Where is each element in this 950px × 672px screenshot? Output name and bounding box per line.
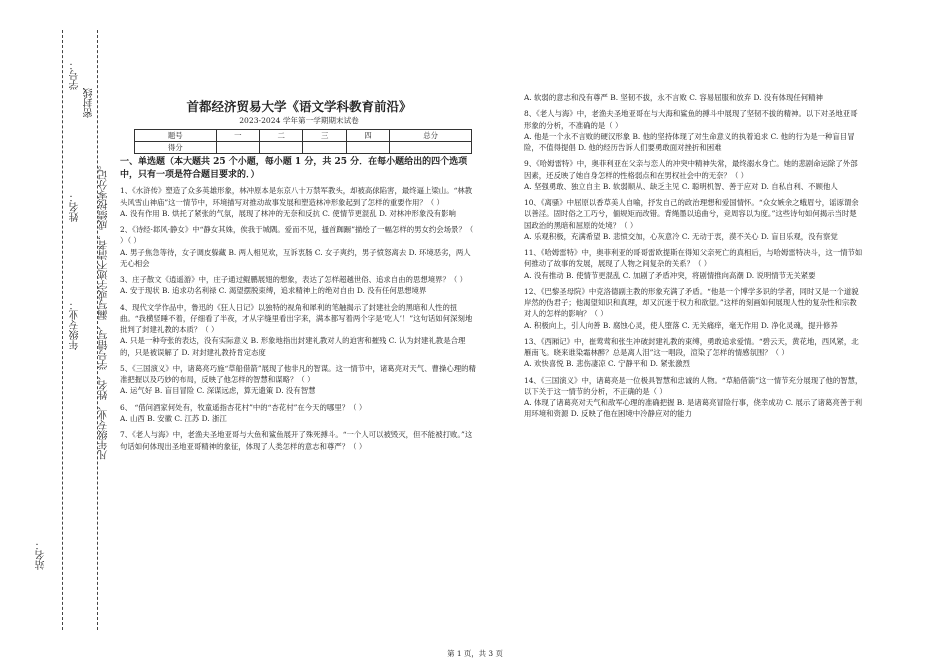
score-label-cell: 得分 xyxy=(135,142,217,154)
question-stem: 4、现代文学作品中，鲁迅的《狂人日记》以独特的视角和犀利的笔触揭示了封建社会的黑暗和人性的扭曲。“我横竖睡不着，仔细看了半夜，才从字缝里看出字来，满本都写着两个字是‘吃人’！”这句话如何深刻地批判了封建礼教的本质？（ ） xyxy=(120,302,473,335)
question-9 xyxy=(524,158,864,192)
question-stem: 11、《哈姆雷特》中，奥菲利亚的哥哥雷欧提斯在得知父亲死亡的真相后，与哈姆雷特决斗，这一情节如何推动了故事的发展，展现了人物之间复杂的关系？（ ） xyxy=(524,248,863,269)
question-6 xyxy=(120,402,478,424)
question-3 xyxy=(120,274,478,296)
question-stem: 12、《巴黎圣母院》中克洛德副主教的形象充满了矛盾。“他是一个博学多识的学者，同时又是一个道貌岸然的伪君子；他渴望知识和真理，却又沉迷于权力和欲望。”这样的刻画如何展现人性的复杂性和宗教对人的怎样的影响？（ ） xyxy=(524,286,859,319)
question-stem: 14、《三国演义》中，诸葛亮是一位极具智慧和忠诚的人物。“草船借箭”这一情节充分展现了他的智慧，以下关于这一情节的分析，不正确的是（ ） xyxy=(524,375,863,396)
question-2 xyxy=(120,224,478,269)
left-column xyxy=(120,92,478,457)
seal-dashed-line-inner xyxy=(97,30,98,630)
score-header-cell: 三 xyxy=(303,130,346,142)
score-input-cell[interactable] xyxy=(303,142,346,154)
question-options: A. 只是一种夸张的表达，没有实际意义 B. 形象地指出封建礼教对人的迫害和摧残 C. 认为封建礼教是合理的，只是被误解了 D. 对封建礼教持肯定态度 xyxy=(120,336,466,357)
student-id-label: 学号： xyxy=(70,60,81,90)
question-4 xyxy=(120,302,478,358)
score-table xyxy=(134,129,472,154)
question-options: A. 没有推动 B. 使情节更混乱 C. 加剧了矛盾冲突，将剧情推向高潮 D. 说明情节无关紧要 xyxy=(524,270,816,280)
question-stem: 5、《三国演义》中，诸葛亮巧施“草船借箭”展现了他非凡的智谋。这一情节中，诸葛亮对天气、曹操心理的精准把握以及巧妙的布局，反映了他怎样的智慧和谋略？（ ） xyxy=(120,364,476,385)
question-options: A. 欢快喜悦 B. 悲伤凄凉 C. 宁静平和 D. 紧张激烈 xyxy=(524,359,690,369)
question-options: A. 没有作用 B. 烘托了紧张的气氛，展现了林冲的无奈和反抗 C. 使情节更混乱 D. 对林冲形象没有影响 xyxy=(120,208,456,218)
seal-dashed-line-outer xyxy=(62,30,63,630)
score-header-cell: 题号 xyxy=(135,130,217,142)
section-heading: 一、单选题（本大题共 25 个小题，每小题 1 分，共 25 分．在每小题给出的四个选项中，只有一项是符合题目要求的．） xyxy=(120,157,468,181)
seal-line-label: 密封线 xyxy=(84,88,95,118)
school-label: 站名： xyxy=(36,540,47,570)
question-1 xyxy=(120,185,478,219)
question-14 xyxy=(524,375,864,420)
question-stem: 1、《水浒传》塑造了众多英雄形象，林冲原本是东京八十万禁军教头，却被高俅陷害，最终逼上梁山。“林教头风雪山神庙”这一情节中，环境描写对推动故事发展和塑造林冲形象起到了怎样的重要作用？（ ） xyxy=(120,186,473,207)
score-header-cell: 一 xyxy=(216,130,259,142)
question-13 xyxy=(524,336,864,370)
name-label: 姓名： xyxy=(70,192,81,222)
exam-title: 首都经济贸易大学《语文学科教育前沿》 xyxy=(186,99,412,114)
question-stem: 13、《西厢记》中，崔莺莺和张生冲破封建礼教的束缚，勇敢追求爱情。“碧云天，黄花地，西风紧，北雁南飞。晓来谁染霜林醉？总是离人泪”这一唱段，渲染了怎样的情感氛围？（ ） xyxy=(524,336,859,358)
question-stem: 8、《老人与海》中，老渔夫圣地亚哥在与大海和鲨鱼的搏斗中展现了坚韧不拔的精神。以下对圣地亚哥形象的分析，不准确的是（ ） xyxy=(524,109,858,130)
question-options: A. 男子焦急等待，女子调皮躲藏 B. 两人相见欢，互诉衷肠 C. 女子爽约，男子愤怒离去 D. 环境恶劣，两人无心相会 xyxy=(120,247,471,268)
question-stem: 2、《诗经·邶风·静女》中“静女其姝，俟我于城隅。爱而不见，搔首踟蹰”描绘了一幅怎样的男女约会场景？（ ）（ ） xyxy=(120,225,474,246)
exam-subtitle: 2023-2024 学年第一学期期末试卷 xyxy=(239,116,359,125)
question-5 xyxy=(120,363,478,397)
score-input-cell[interactable] xyxy=(390,142,472,154)
question-7 xyxy=(120,429,478,451)
notice-text: 凡年级专业、姓名、学号错写、漏写或字迹不清者，成绩按零分记。 xyxy=(99,160,110,460)
question-11 xyxy=(524,247,864,281)
question-options: A. 他是一个永不言败的硬汉形象 B. 他的坚持体现了对生命意义的执着追求 C. 他的行为是一种盲目冒险，不值得提倡 D. 他的经历告诉人们要勇敢面对挫折和困难 xyxy=(524,131,855,152)
question-options: A. 运气好 B. 盲目冒险 C. 深谋远虑，算无遗策 D. 没有智慧 xyxy=(120,386,316,396)
score-header-cell: 总分 xyxy=(390,130,472,142)
question-stem: 10、《离骚》中屈原以香草美人自喻，抒发自己的政治理想和爱国情怀。“众女嫉余之蛾眉兮，谣诼谓余以善淫。固时俗之工巧兮，偭规矩而改错。背绳墨以追曲兮，竞周容以为度。”这些诗句如何揭示当时楚国政治的黑暗和屈原的处境？（ ） xyxy=(524,198,859,230)
question-8 xyxy=(524,108,864,153)
score-header-cell: 四 xyxy=(346,130,389,142)
question-options: A. 软弱的意志和没有尊严 B. 坚韧不拔，永不言败 C. 容易屈服和放弃 D. 没有体现任何精神 xyxy=(524,93,823,102)
question-10 xyxy=(524,197,864,242)
question-options: A. 坚强勇敢、独立自主 B. 软弱顺从、缺乏主见 C. 聪明机智、善于应对 D. 自私自利、不顾他人 xyxy=(524,181,838,191)
question-options: A. 乐观积极，充满希望 B. 悲愤交加，心灰意冷 C. 无动于衷，漠不关心 D. 盲目乐观，没有察觉 xyxy=(524,231,838,241)
question-7-continued xyxy=(524,92,864,103)
page-footer: 第 1 页，共 3 页 xyxy=(447,649,503,658)
question-12 xyxy=(524,286,864,331)
score-input-cell[interactable] xyxy=(346,142,389,154)
question-stem: 6、 “借问酒家何处有，牧童遥指杏花村”中的“杏花村”在今天的哪里？（ ） xyxy=(120,402,367,412)
question-options: A. 积极向上，引人向善 B. 腐蚀心灵，使人堕落 C. 无关痛痒，毫无作用 D. 净化灵魂，提升修养 xyxy=(524,320,838,330)
score-input-cell[interactable] xyxy=(216,142,259,154)
question-options: A. 体现了诸葛亮对天气和敌军心理的准确把握 B. 是诸葛亮冒险行事，侥幸成功 C. 展示了诸葛亮善于利用环境和资源 D. 反映了他在困境中冷静应对的能力 xyxy=(524,398,862,419)
question-stem: 3、庄子散文《逍遥游》中，庄子通过鲲鹏展翅的想象，表达了怎样超越世俗、追求自由的思想境界？（ ） xyxy=(120,275,468,285)
score-input-cell[interactable] xyxy=(260,142,303,154)
right-column xyxy=(524,92,864,425)
binding-margin xyxy=(0,0,108,672)
grade-major-label: 年级专业： xyxy=(70,300,81,350)
question-stem: 7、《老人与海》中，老渔夫圣地亚哥与大鱼和鲨鱼展开了殊死搏斗。“一个人可以被毁灭，但不能被打败。”这句话如何体现出圣地亚哥精神的象征，体现了人类怎样的意志和尊严？（ ） xyxy=(120,430,473,451)
score-header-cell: 二 xyxy=(260,130,303,142)
question-stem: 9、《哈姆雷特》中，奥菲利亚在父亲与恋人的冲突中精神失常，最终溺水身亡。她的悲剧命运除了外部因素，还反映了她自身怎样的性格弱点和在男权社会中的无奈？（ ） xyxy=(524,159,858,180)
question-options: A. 山西 B. 安徽 C. 江苏 D. 浙江 xyxy=(120,414,227,423)
question-options: A. 安于现状 B. 追求功名利禄 C. 渴望摆脱束缚，追求精神上的绝对自由 D. 没有任何思想境界 xyxy=(120,286,427,296)
